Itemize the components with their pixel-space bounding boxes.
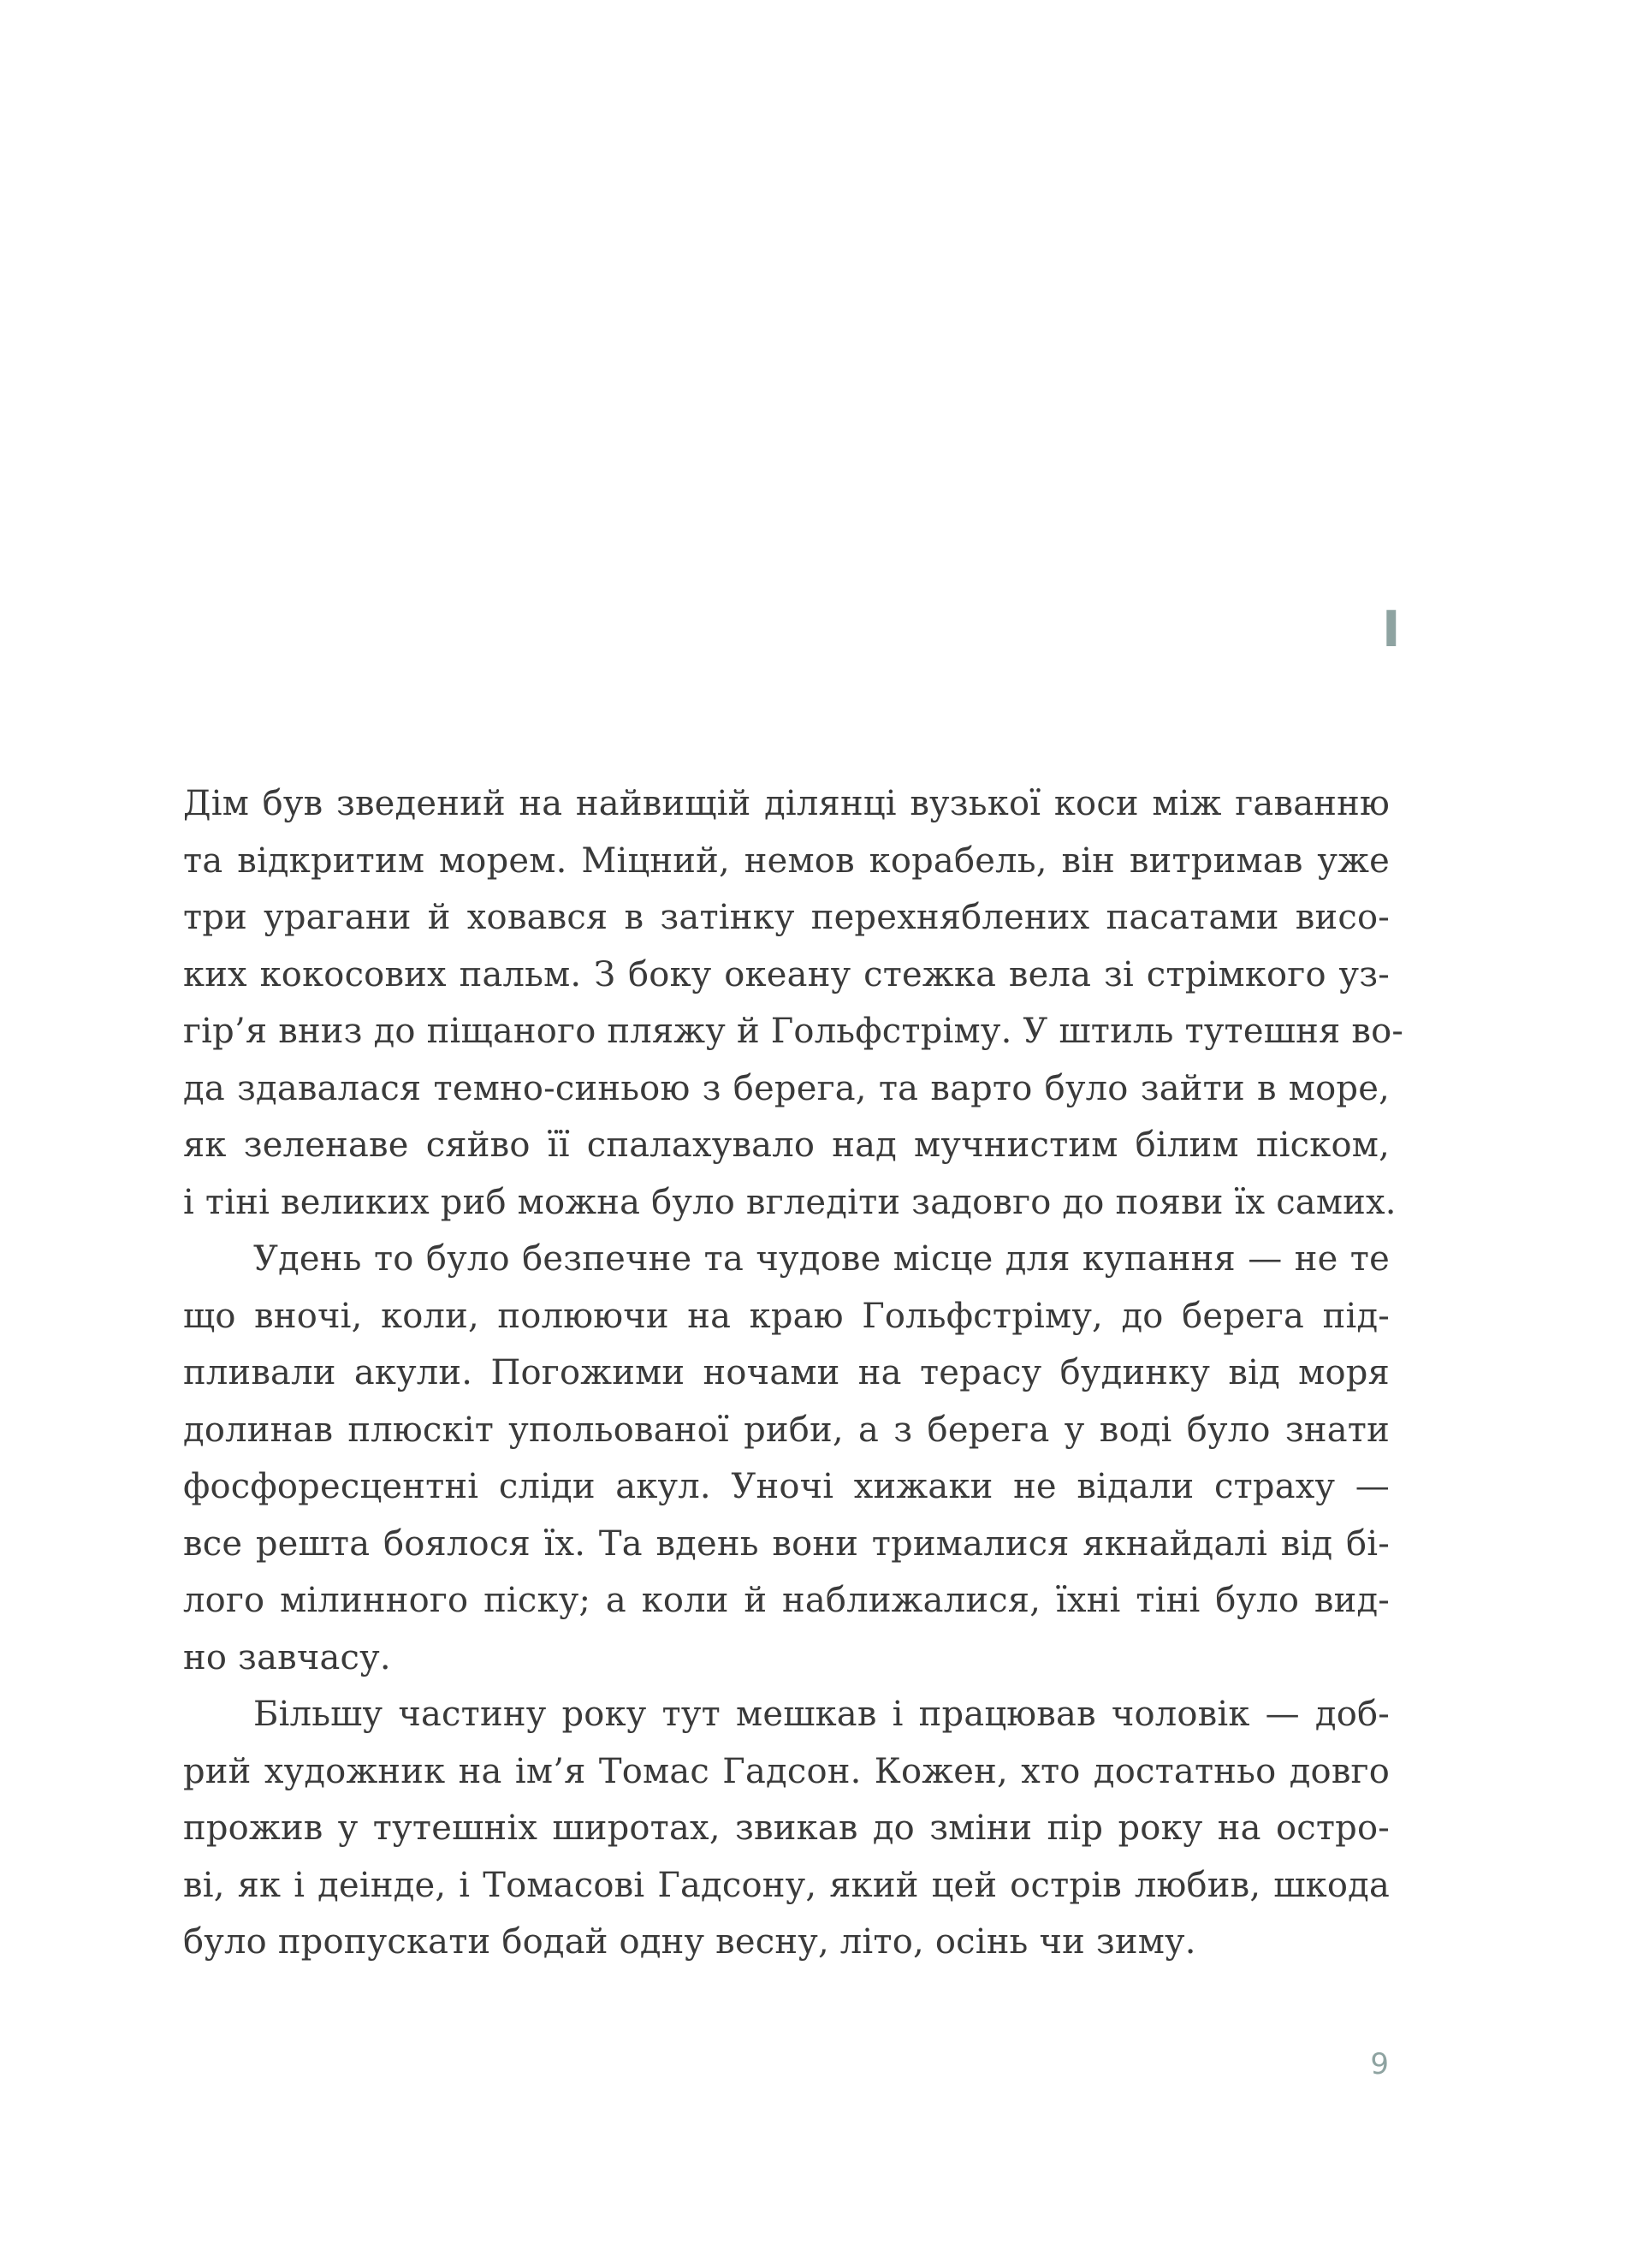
- text-line: ві, як і деінде, і Томасові Гадсону, який цей острів любив, шкода: [183, 1865, 1390, 1905]
- text-line: гір’я вниз до піщаного пляжу й Гольфстріму. У штиль тутешня во-: [183, 1012, 1404, 1051]
- text-line: Більшу частину року тут мешкав і працював чоловік — доб-: [253, 1695, 1390, 1734]
- text-line: ких кокосових пальм. З боку океану стежка вела зі стрімкого уз-: [183, 954, 1390, 994]
- text-line: як зеленаве сяйво її спалахувало над мучнистим білим піском,: [183, 1125, 1390, 1165]
- text-line: було пропускати бодай одну весну, літо, осінь чи зиму.: [183, 1922, 1196, 1962]
- paragraph-3: [183, 1686, 1390, 1971]
- text-line: та відкритим морем. Міцний, немов корабель, він витримав уже: [183, 840, 1390, 881]
- text-line: все решта боялося їх. Та вдень вони трималися якнайдалі від бі-: [183, 1523, 1390, 1564]
- text-line: прожив у тутешніх широтах, звикав до зміни пір року на остро-: [183, 1808, 1390, 1848]
- text-line: Удень то було безпечне та чудове місце для купання — не те: [253, 1239, 1390, 1279]
- text-line: но завчасу.: [183, 1637, 391, 1677]
- text-line: рий художник на ім’я Томас Гадсон. Кожен, хто достатньо довго: [183, 1751, 1390, 1791]
- text-line: Дім був зведений на найвищій ділянці вузької коси між гаванню: [183, 784, 1390, 823]
- text-line: да здавалася темно-синьою з берега, та варто було зайти в море,: [183, 1068, 1390, 1108]
- chapter-number: I: [1382, 600, 1401, 658]
- text-line: долинав плюскіт упольованої риби, а з берега у воді було знати: [183, 1410, 1390, 1450]
- text-line: лого мілинного піску; а коли й наближалися, їхні тіні було вид-: [183, 1581, 1390, 1620]
- text-line: пливали акули. Погожими ночами на терасу будинку від моря: [183, 1353, 1390, 1392]
- text-line: фосфоресцентні сліди акул. Уночі хижаки не відали страху —: [183, 1467, 1390, 1506]
- text-line: три урагани й ховався в затінку перехняблених пасатами висо-: [183, 898, 1390, 937]
- text-line: що вночі, коли, полюючи на краю Гольфстріму, до берега під-: [183, 1296, 1390, 1336]
- page-number: 9: [1370, 2047, 1389, 2081]
- paragraph-2: [183, 1231, 1390, 1686]
- text-line: і тіні великих риб можна було вгледіти задовго до появи їх самих.: [183, 1182, 1397, 1222]
- body-text: [183, 775, 1404, 1971]
- paragraph-1: [183, 775, 1404, 1231]
